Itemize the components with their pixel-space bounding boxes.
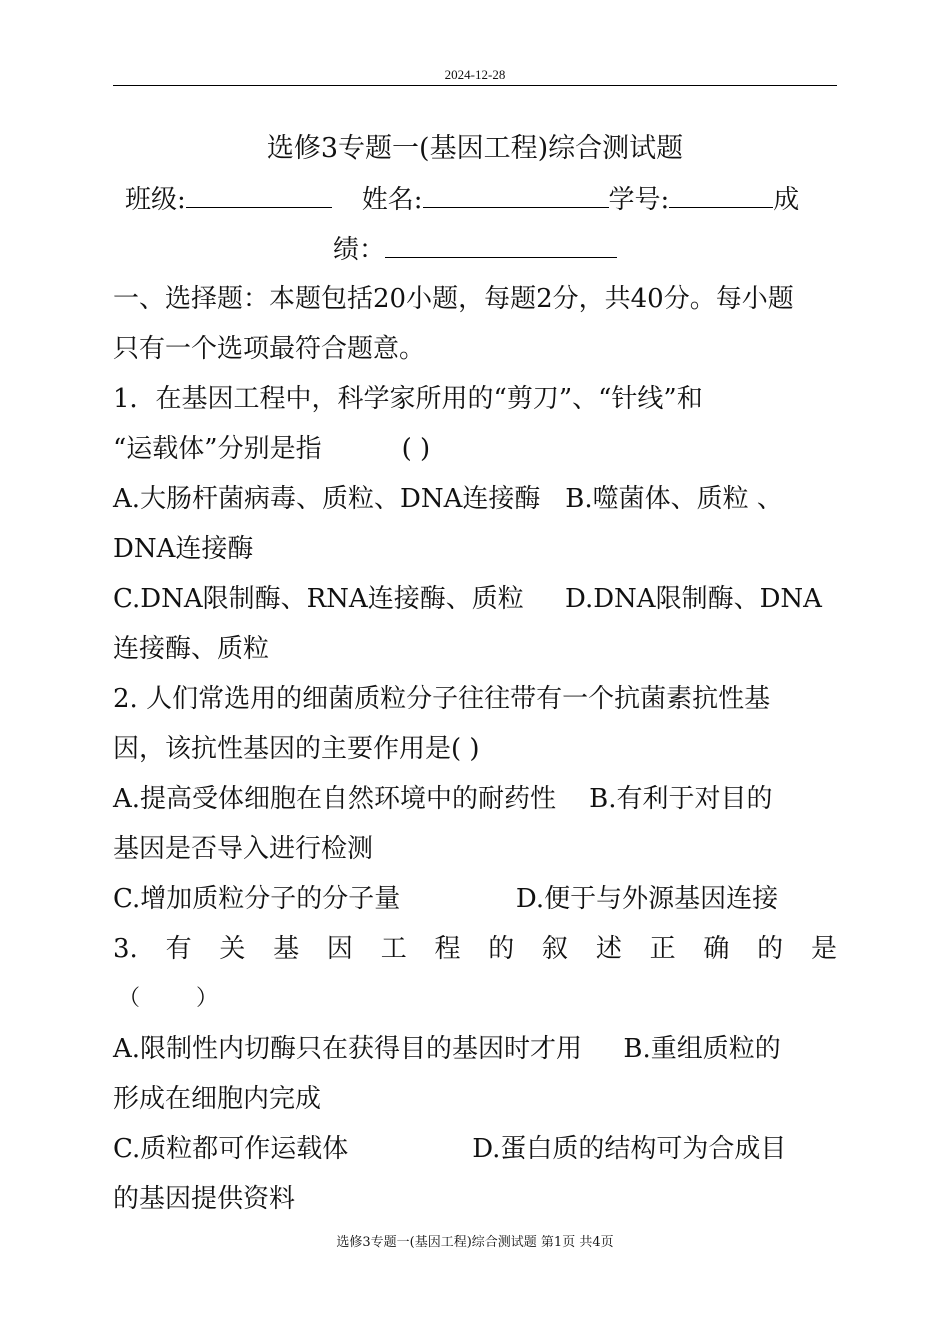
header-rule bbox=[113, 85, 837, 86]
q1-stem-line1: 1．在基因工程中，科学家所用的“剪刀”、“针线”和 bbox=[113, 384, 703, 414]
student-no-label: 学号: bbox=[608, 185, 670, 215]
q3-char: 的 bbox=[757, 934, 784, 964]
q3-char: 工 bbox=[380, 934, 407, 964]
form-line bbox=[125, 181, 837, 218]
score-field[interactable] bbox=[385, 231, 617, 258]
name-label: 姓名: bbox=[361, 185, 423, 215]
q3-char: 基 bbox=[273, 934, 300, 964]
q1-stem-text: “运载体”分别是指 bbox=[113, 434, 322, 464]
q3-char: 的 bbox=[488, 934, 515, 964]
q1-option-b-cont: DNA连接酶 bbox=[113, 534, 254, 564]
q1-option-cd: C.DNA限制酶、RNA连接酶、质粒 D.DNA限制酶、DNA bbox=[113, 584, 822, 614]
score-label-part2: 绩： bbox=[333, 235, 386, 265]
q3-char: 正 bbox=[649, 934, 676, 964]
q1-option-d-cont: 连接酶、质粒 bbox=[113, 634, 270, 664]
q2-option-b-cont: 基因是否导入进行检测 bbox=[113, 834, 374, 864]
q3-char: 有 bbox=[165, 934, 192, 964]
header-date: 2024-12-28 bbox=[444, 67, 506, 82]
section-heading-line2: 只有一个选项最符合题意。 bbox=[113, 334, 426, 364]
q3-stem-line1 bbox=[113, 931, 837, 967]
class-field[interactable] bbox=[186, 181, 332, 208]
q3-char: 确 bbox=[703, 934, 730, 964]
score-label-part1: 成 bbox=[773, 185, 800, 215]
page-title: 选修3专题一(基因工程)综合测试题 bbox=[266, 133, 684, 164]
q3-option-d-cont: 的基因提供资料 bbox=[113, 1184, 296, 1214]
q3-option-cd: C.质粒都可作运载体 D.蛋白质的结构可为合成目 bbox=[113, 1134, 787, 1164]
q3-option-ab: A.限制性内切酶只在获得目的基因时才用 B.重组质粒的 bbox=[113, 1034, 781, 1064]
q2-stem-line2: 因，该抗性基因的主要作用是( ) bbox=[113, 734, 480, 764]
q3-char: 是 bbox=[810, 934, 837, 964]
q3-char: 关 bbox=[219, 934, 246, 964]
q3-char: 述 bbox=[595, 934, 622, 964]
q3-char: 程 bbox=[434, 934, 461, 964]
page-footer: 选修3专题一(基因工程)综合测试题 第1页 共4页 bbox=[336, 1235, 614, 1250]
q2-stem-line1: 2. 人们常选用的细菌质粒分子往往带有一个抗菌素抗性基 bbox=[113, 684, 771, 714]
class-label: 班级: bbox=[125, 185, 186, 215]
q2-option-ab: A.提高受体细胞在自然环境中的耐药性 B.有利于对目的 bbox=[113, 784, 773, 814]
q3-answer-paren: （ ） bbox=[118, 986, 218, 1011]
q3-number: 3. bbox=[113, 934, 138, 964]
q1-stem-line2 bbox=[113, 431, 837, 467]
section-heading-line1: 一、选择题：本题包括20小题，每题2分，共40分。每小题 bbox=[113, 284, 794, 314]
q1-option-ab: A.大肠杆菌病毒、质粒、DNA连接酶 B.噬菌体、质粒 、 bbox=[113, 484, 783, 514]
name-field[interactable] bbox=[423, 181, 609, 208]
q1-answer-paren: ( ) bbox=[401, 434, 431, 464]
q3-char: 因 bbox=[326, 934, 353, 964]
q2-option-cd: C.增加质粒分子的分子量 D.便于与外源基因连接 bbox=[113, 884, 779, 914]
score-line bbox=[333, 231, 950, 268]
q3-option-b-cont: 形成在细胞内完成 bbox=[113, 1084, 322, 1114]
student-no-field[interactable] bbox=[669, 181, 773, 208]
q3-char: 叙 bbox=[542, 934, 569, 964]
